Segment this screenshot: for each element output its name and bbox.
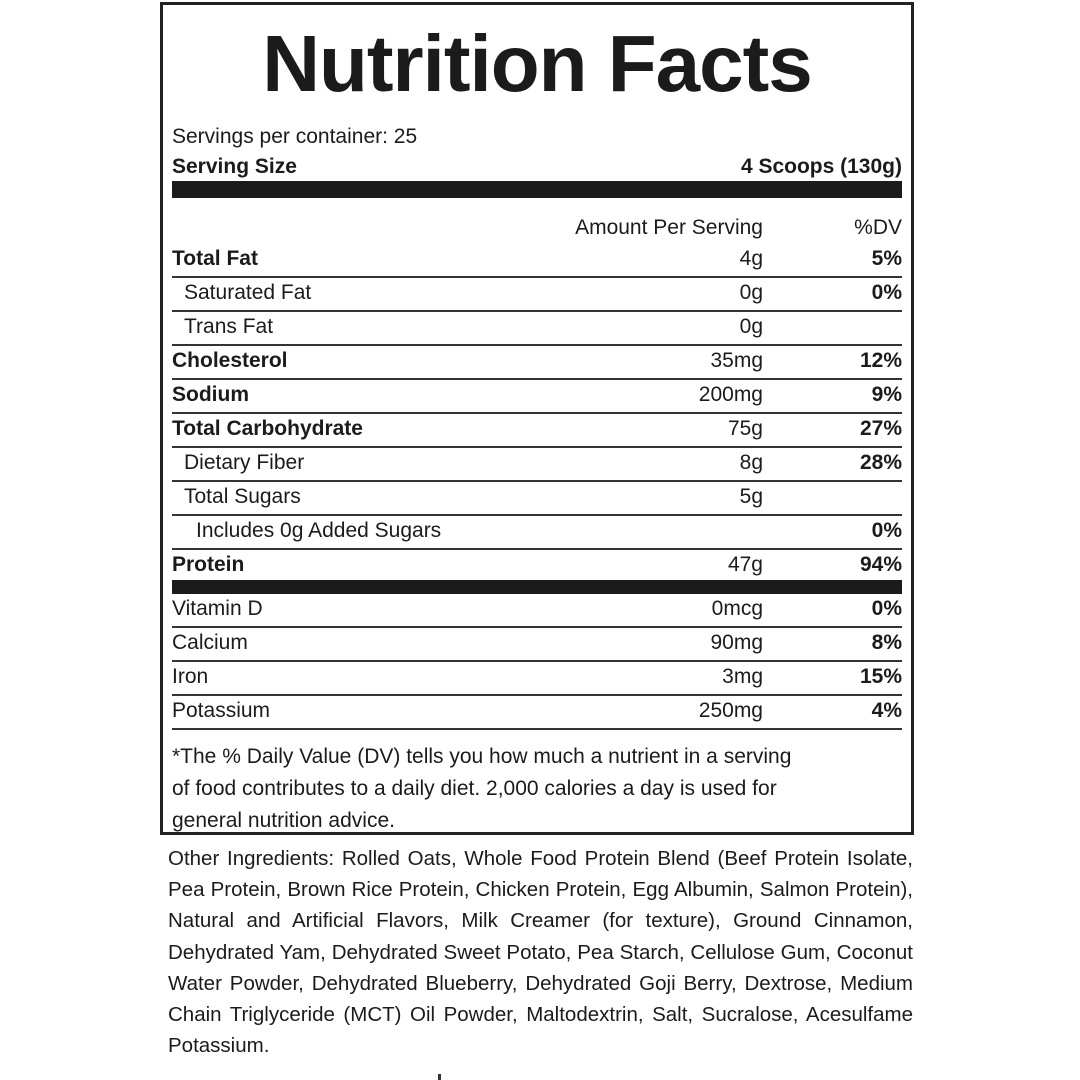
nutrient-row-dietary-fiber (172, 448, 902, 482)
vitamin-row-calcium (172, 628, 902, 662)
nutrient-name: Dietary Fiber (184, 451, 305, 474)
vitamin-dv: 4% (871, 699, 902, 722)
vitamin-row-vitamin-d (172, 594, 902, 628)
vitamin-amount: 250mg (698, 699, 763, 722)
nutrient-amount: 8g (739, 451, 763, 474)
nutrient-amount: 200mg (698, 383, 763, 406)
other-ingredients: Other Ingredients: Rolled Oats, Whole Food Protein Blend (Beef Protein Isolate, Pea Protein, Brown Rice Protein, Chicken Protein, Egg Albumin, Salmon Protein), Natural and Artificial Flavors, Milk Creamer (for texture), Ground Cinnamon, Dehydrated Yam, Dehydrated Sweet Potato, Pea Starch, Cellulose Gum, Coconut Water Powder, Dehydrated Blueberry, Dehydrated Goji Berry, Dextrose, Medium Chain Triglyceride (MCT) Oil Powder, Maltodextrin, Salt, Sucralose, Acesulfame Potassium. (168, 847, 913, 1058)
daily-value-footnote: *The % Daily Value (DV) tells you how much a nutrient in a serving of food contributes to a daily diet. 2,000 calories a day is used for general nutrition advice. (172, 745, 792, 832)
servings-per-container: Servings per container: 25 (172, 125, 418, 148)
nutrient-dv: 27% (859, 417, 902, 440)
vitamin-dv: 0% (871, 597, 902, 620)
medium-divider (172, 580, 902, 594)
nutrient-amount: 4g (739, 247, 763, 270)
thick-divider (172, 181, 902, 198)
vitamin-name: Calcium (172, 631, 248, 654)
nutrient-name: Trans Fat (184, 315, 274, 338)
nutrient-name: Sodium (172, 383, 249, 406)
serving-size-value: 4 Scoops (130g) (740, 155, 902, 178)
nutrient-dv: 94% (859, 553, 902, 576)
nutrient-row-sodium (172, 380, 902, 414)
nutrient-amount: 47g (727, 553, 763, 576)
cropped-mark (438, 1074, 441, 1080)
nutrient-dv: 12% (859, 349, 902, 372)
nutrient-row-saturated-fat (172, 278, 902, 312)
nutrient-name: Protein (172, 553, 245, 576)
vitamin-name: Iron (172, 665, 209, 688)
nutrient-amount: 0g (739, 315, 763, 338)
nutrient-dv: 0% (871, 281, 902, 304)
vitamin-name: Vitamin D (172, 597, 263, 620)
serving-size-label: Serving Size (172, 155, 297, 178)
dv-header: %DV (854, 216, 902, 239)
nutrition-facts-panel (160, 2, 914, 835)
nutrient-amount: 75g (727, 417, 763, 440)
vitamin-amount: 3mg (722, 665, 763, 688)
nutrient-dv: 5% (871, 247, 902, 270)
nutrient-row-trans-fat (172, 312, 902, 346)
vitamin-name: Potassium (172, 699, 271, 722)
nutrient-row-total-sugars (172, 482, 902, 516)
nutrient-name: Includes 0g Added Sugars (196, 519, 442, 542)
nutrient-row-total-fat (172, 244, 902, 278)
nutrient-dv: 0% (871, 519, 902, 542)
nutrient-row-total-carbohydrate (172, 414, 902, 448)
vitamin-dv: 8% (871, 631, 902, 654)
nutrient-dv: 9% (871, 383, 902, 406)
nutrient-amount: 5g (739, 485, 763, 508)
nutrient-dv: 28% (859, 451, 902, 474)
nutrient-name: Total Sugars (184, 485, 301, 508)
vitamin-dv: 15% (859, 665, 902, 688)
nutrient-row-cholesterol (172, 346, 902, 380)
nutrient-row-added-sugars (172, 516, 902, 550)
vitamin-amount: 0mcg (711, 597, 763, 620)
nutrient-amount: 35mg (710, 349, 763, 372)
amount-per-serving-header: Amount Per Serving (575, 216, 763, 239)
nutrient-name: Saturated Fat (184, 281, 312, 304)
nutrient-row-protein (172, 550, 902, 584)
vitamin-row-iron (172, 662, 902, 696)
vitamin-amount: 90mg (710, 631, 763, 654)
nutrition-facts-title: Nutrition Facts (262, 19, 812, 108)
nutrient-name: Cholesterol (172, 349, 288, 372)
nutrient-name: Total Carbohydrate (172, 417, 363, 440)
vitamin-row-potassium (172, 696, 902, 730)
nutrient-name: Total Fat (172, 247, 258, 270)
nutrient-amount: 0g (739, 281, 763, 304)
serving-size-row (172, 155, 902, 179)
